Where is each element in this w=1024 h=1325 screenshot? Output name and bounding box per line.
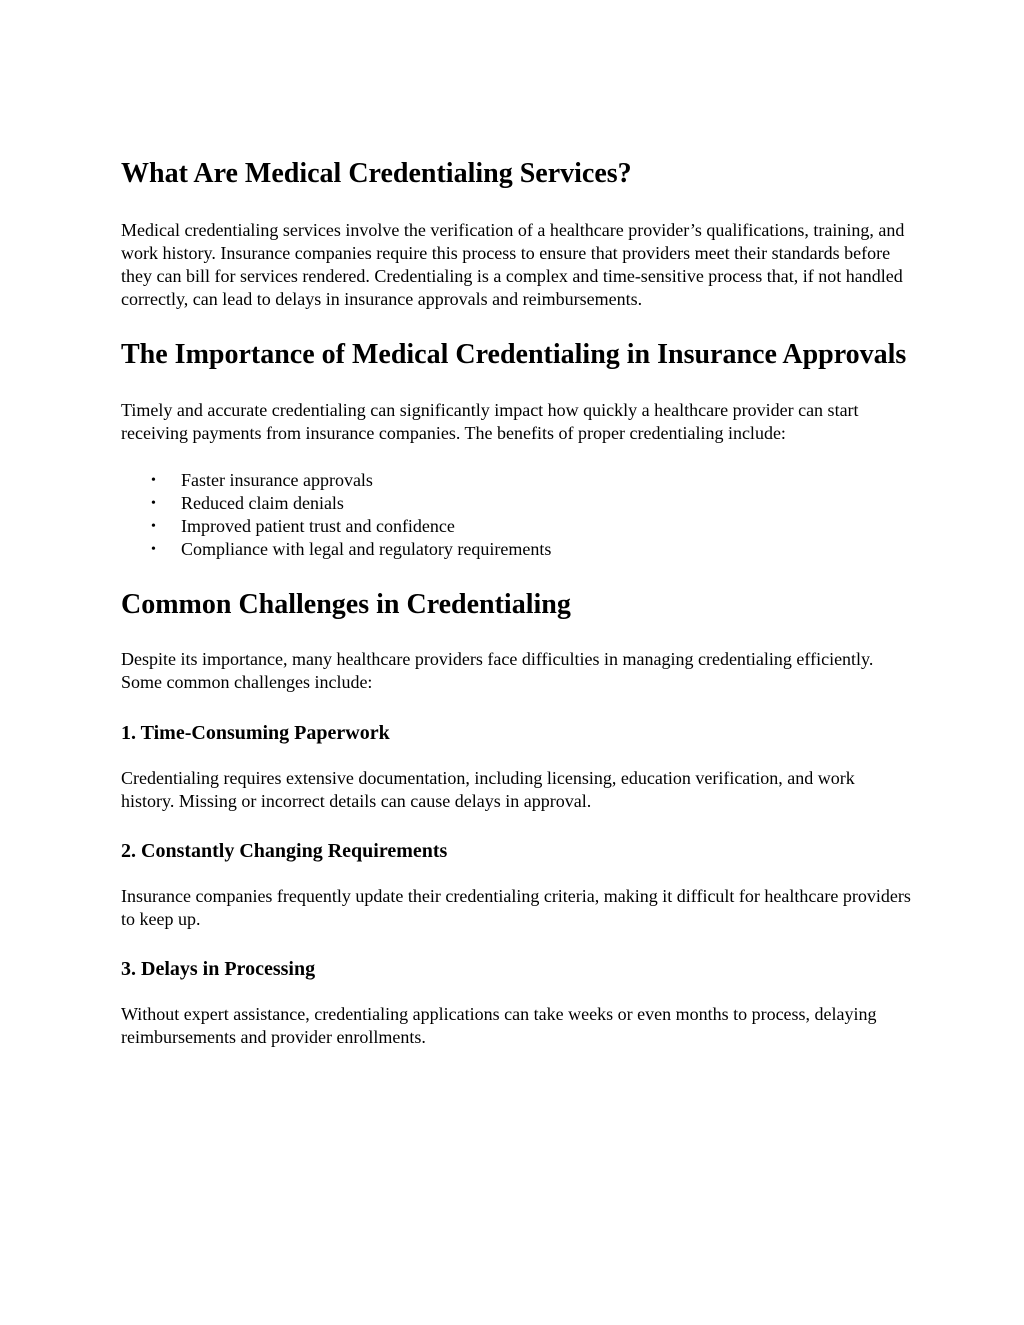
subsection-paragraph: Insurance companies frequently update their credentialing criteria, making it difficult for healthcare providers to keep up. — [121, 886, 911, 929]
section-heading: What Are Medical Credentialing Services? — [121, 158, 632, 189]
list-item-text: Reduced claim denials — [181, 493, 344, 513]
section-heading: Common Challenges in Credentialing — [121, 589, 571, 620]
benefits-list — [121, 469, 911, 561]
list-item-text: Compliance with legal and regulatory requirements — [181, 539, 552, 559]
subsection-paragraph: Credentialing requires extensive documentation, including licensing, education verification, and work history. Missing or incorrect details can cause delays in approval. — [121, 768, 855, 811]
section-heading: The Importance of Medical Credentialing in Insurance Approvals — [121, 339, 907, 370]
subsection-paragraph: Without expert assistance, credentialing applications can take weeks or even months to process, delaying reimbursements and provider enrollments. — [121, 1004, 877, 1047]
list-item-text: Faster insurance approvals — [181, 470, 373, 490]
subsection-heading: 3. Delays in Processing — [121, 958, 316, 980]
bullet-icon: • — [151, 473, 156, 488]
document-page — [121, 152, 911, 1049]
subsection-heading: 2. Constantly Changing Requirements — [121, 840, 448, 862]
subsection-heading: 1. Time-Consuming Paperwork — [121, 722, 390, 744]
section-paragraph: Despite its importance, many healthcare providers face difficulties in managing credentialing efficiently. Some common challenges include: — [121, 649, 874, 692]
list-item — [121, 492, 911, 515]
section-paragraph: Medical credentialing services involve the verification of a healthcare provider’s qualifications, training, and work history. Insurance companies require this process to ensure that providers meet their standards before they can bill for services rendered. Credentialing is a complex and time-sensitive process that, if not handled correctly, can lead to delays in insurance approvals and reimbursements. — [121, 220, 905, 309]
bullet-icon: • — [151, 519, 156, 534]
bullet-icon: • — [151, 542, 156, 557]
list-item — [121, 538, 911, 561]
list-item — [121, 469, 911, 492]
bullet-icon: • — [151, 496, 156, 511]
section-paragraph: Timely and accurate credentialing can significantly impact how quickly a healthcare provider can start receiving payments from insurance companies. The benefits of proper credentialing include: — [121, 400, 859, 443]
list-item — [121, 515, 911, 538]
list-item-text: Improved patient trust and confidence — [181, 516, 455, 536]
